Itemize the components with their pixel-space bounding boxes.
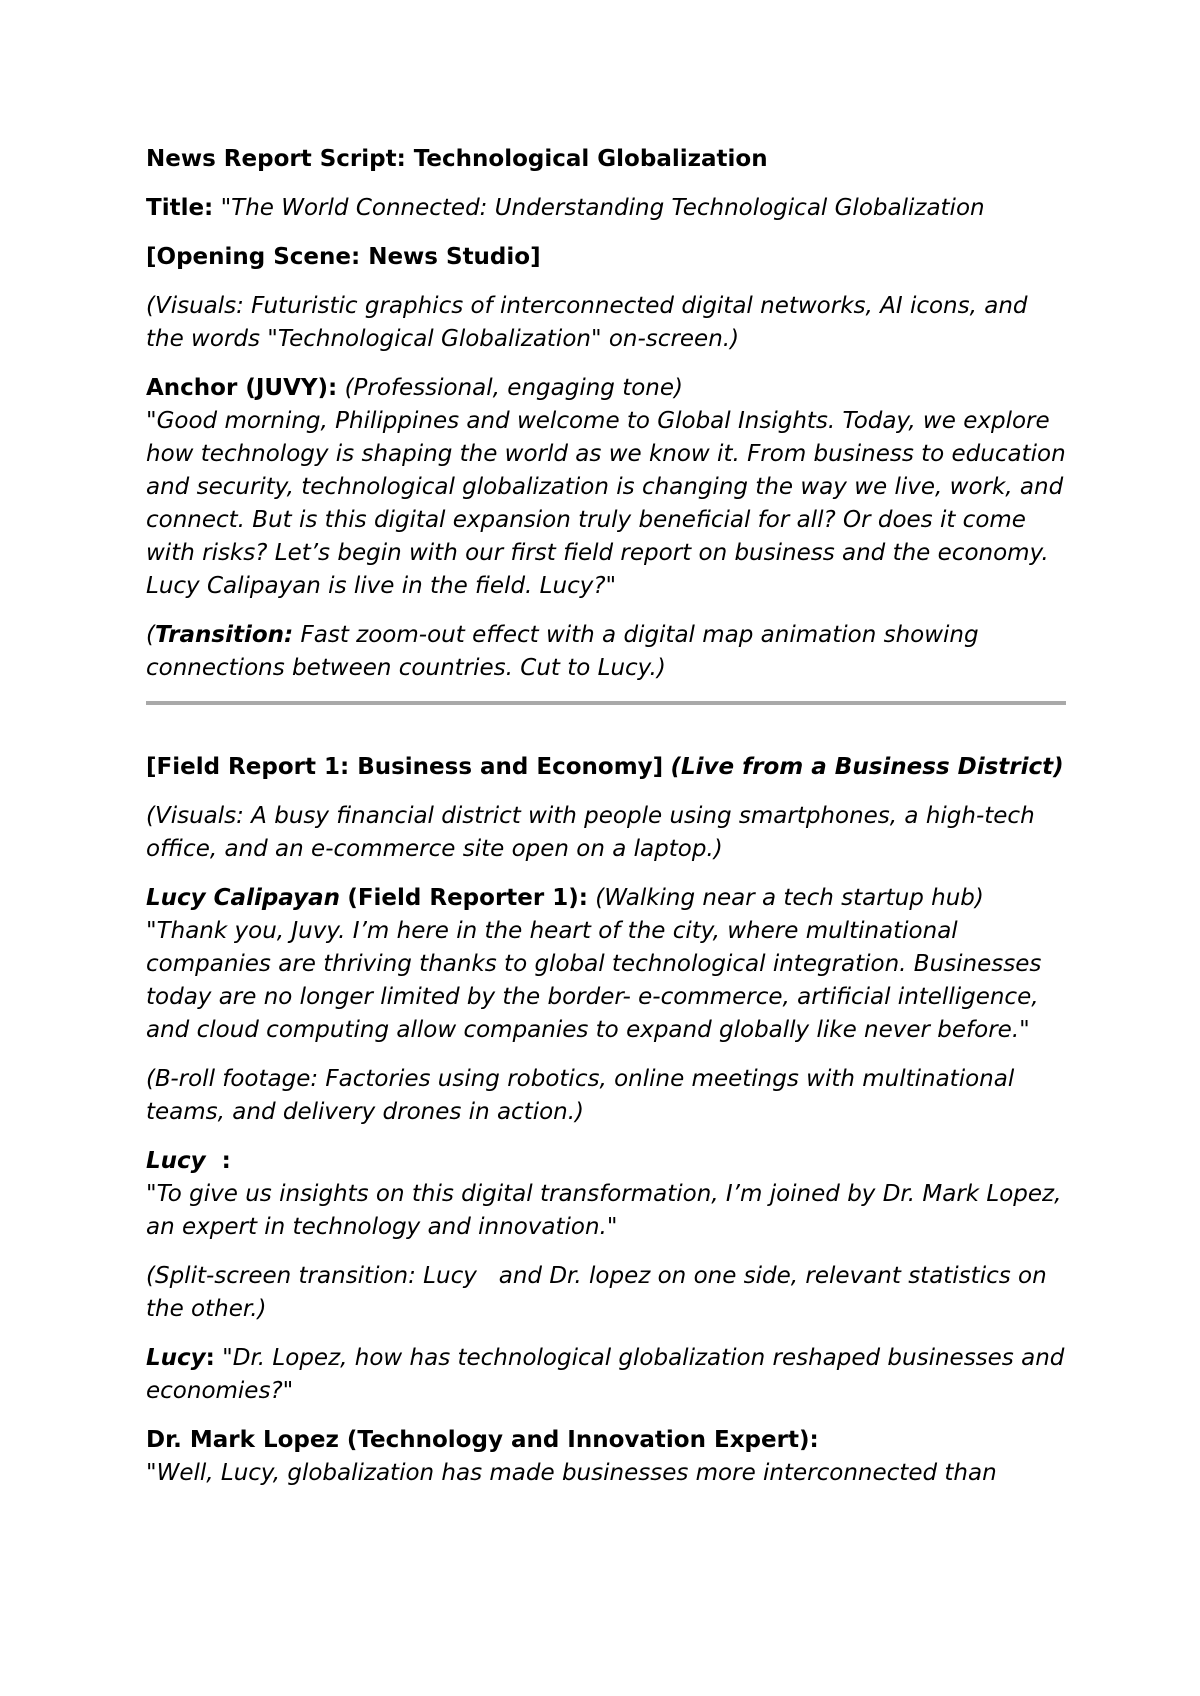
expert-block — [146, 1424, 1066, 1490]
anchor-tone: (Professional, engaging tone) — [344, 375, 683, 401]
field-report-heading — [146, 751, 1066, 784]
lucy-speech-1: "Thank you, Juvy. I’m here in the heart of the city, where multinational companies are thriving thanks to global technological integration. Businesses today are no longer limited by the border- e-commerce, artificial intelligence, and cloud computing allow companies to expand globally like never before." — [146, 918, 1042, 1043]
field-report-location: (Live from a Business District) — [670, 754, 1064, 780]
lucy-intro-block — [146, 1145, 1066, 1244]
lucy-name: Lucy Calipayan — [146, 885, 340, 911]
field-report-title: [Field Report 1: Business and Economy] — [146, 754, 664, 780]
section-divider — [146, 701, 1066, 705]
broll-note: (B-roll footage: Factories using robotics, online meetings with multinational teams, and delivery drones in action.) — [146, 1066, 1015, 1125]
opening-scene-heading — [146, 241, 1066, 274]
lucy-colon-3: : — [205, 1345, 215, 1371]
transition-open: ( — [146, 622, 155, 648]
title-quote: " — [220, 195, 232, 221]
lucy-block — [146, 882, 1066, 1047]
lucy-speech-2: "To give us insights on this digital transformation, I’m joined by Dr. Mark Lopez, an expert in technology and innovation." — [146, 1181, 1062, 1240]
heading-text: News Report Script: Technological Globalization — [146, 146, 768, 172]
expert-label: Dr. Mark Lopez (Technology and Innovation Expert): — [146, 1427, 819, 1453]
lucy-role: (Field Reporter 1): — [347, 885, 588, 911]
opening-visuals: (Visuals: Futuristic graphics of interconnected digital networks, AI icons, and the words "Technological Globalization" on-screen.) — [146, 293, 1028, 352]
transition-note — [146, 619, 1066, 685]
anchor-label: Anchor (JUVY): — [146, 375, 338, 401]
expert-speech: "Well, Lucy, globalization has made businesses more interconnected than — [146, 1460, 997, 1486]
title-label: Title: — [146, 195, 214, 221]
lucy-label-3: Lucy — [146, 1345, 206, 1371]
split-screen-note — [146, 1260, 1066, 1326]
lucy-action: (Walking near a tech startup hub) — [595, 885, 984, 911]
opening-scene-text: [Opening Scene: News Studio] — [146, 244, 541, 270]
field-visuals: (Visuals: A busy financial district with people using smartphones, a high-tech office, and an e-commerce site open on a laptop.) — [146, 803, 1035, 862]
document-page — [146, 143, 1066, 1506]
lucy-question-block — [146, 1342, 1066, 1408]
split-screen-text: (Split-screen transition: Lucy and Dr. lopez on one side, relevant statistics on the other.) — [146, 1263, 1054, 1322]
title-line — [146, 192, 1066, 225]
title-text: The World Connected: Understanding Technological Globalization — [231, 195, 985, 221]
anchor-speech: "Good morning, Philippines and welcome to Global Insights. Today, we explore how technology is shaping the world as we know it. From business to education and security, technological globalization is changing the way we live, work, and connect. But is this digital expansion truly beneficial for all? Or does it come with risks? Let’s begin with our first field report on business and the economy. Lucy Calipayan is live in the field. Lucy?" — [146, 408, 1066, 599]
transition-text: Fast zoom-out effect with a digital map animation showing connections between countries. Cut to Lucy.) — [146, 622, 979, 681]
transition-label: Transition: — [154, 622, 294, 648]
lucy-short-colon: : — [205, 1148, 231, 1174]
lucy-question: "Dr. Lopez, how has technological globalization reshaped businesses and economies?" — [146, 1345, 1065, 1404]
lucy-short-label: Lucy — [146, 1148, 206, 1174]
anchor-block — [146, 372, 1066, 603]
document-heading — [146, 143, 1066, 176]
